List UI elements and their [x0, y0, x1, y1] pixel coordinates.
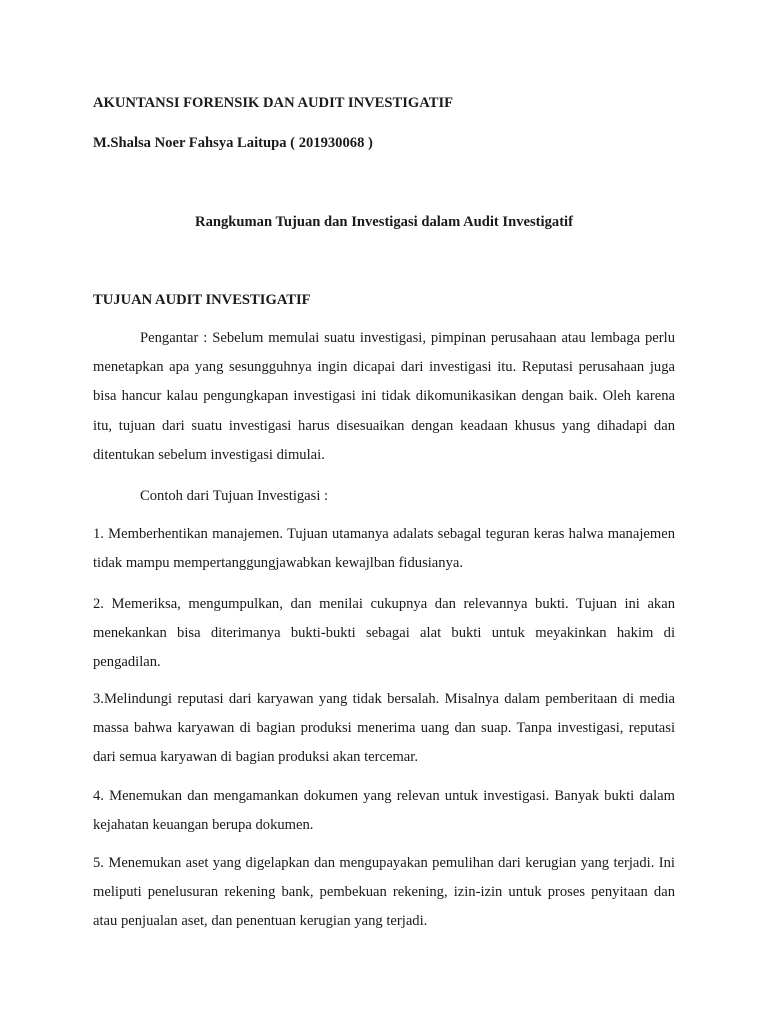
author-line: M.Shalsa Noer Fahsya Laitupa ( 201930068 ) [93, 135, 373, 151]
list-item: 1. Memberhentikan manajemen. Tujuan utamanya adalats sebagal teguran keras halwa manajemen tidak mampu mempertanggungjawabkan kewajlban fidusianya. [93, 526, 675, 572]
list-item: 2. Memeriksa, mengumpulkan, dan menilai cukupnya dan relevannya bukti. Tujuan ini akan menekankan bisa diterimanya bukti-bukti sebagai alat bukti untuk meyakinkan hakim di pengadilan. [93, 596, 675, 671]
list-item: 3.Melindungi reputasi dari karyawan yang tidak bersalah. Misalnya dalam pemberitaan di media massa bahwa karyawan di bagian produksi menerima uang dan suap. Tanpa investigasi, reputasi dari semua karyawan di bagian produksi akan tercemar. [93, 691, 675, 766]
summary-title: Rangkuman Tujuan dan Investigasi dalam Audit Investigatif [195, 214, 573, 230]
list-item: 5. Menemukan aset yang digelapkan dan mengupayakan pemulihan dari kerugian yang terjadi. Ini meliputi penelusuran rekening bank, pembekuan rekening, izin-izin untuk proses penyitaan dan atau penjualan aset, dan penentuan kerugian yang terjadi. [93, 855, 675, 930]
list-item: 4. Menemukan dan mengamankan dokumen yang relevan untuk investigasi. Banyak bukti dalam kejahatan keuangan berupa dokumen. [93, 788, 675, 834]
examples-label: Contoh dari Tujuan Investigasi : [140, 488, 329, 504]
section-heading: TUJUAN AUDIT INVESTIGATIF [93, 292, 311, 308]
course-title: AKUNTANSI FORENSIK DAN AUDIT INVESTIGATIF [93, 95, 454, 111]
intro-paragraph: Pengantar : Sebelum memulai suatu investigasi, pimpinan perusahaan atau lembaga perlu menetapkan apa yang sesungguhnya ingin dicapai dari investigasi itu. Reputasi perusahaan juga bisa hancur kalau pengungkapan investigasi ini tidak dikomunikasikan dengan baik. Oleh karena itu, tujuan dari suatu investigasi harus disesuaikan dengan keadaan khusus yang dihadapi dan ditentukan sebelum investigasi dimulai. [93, 330, 675, 463]
